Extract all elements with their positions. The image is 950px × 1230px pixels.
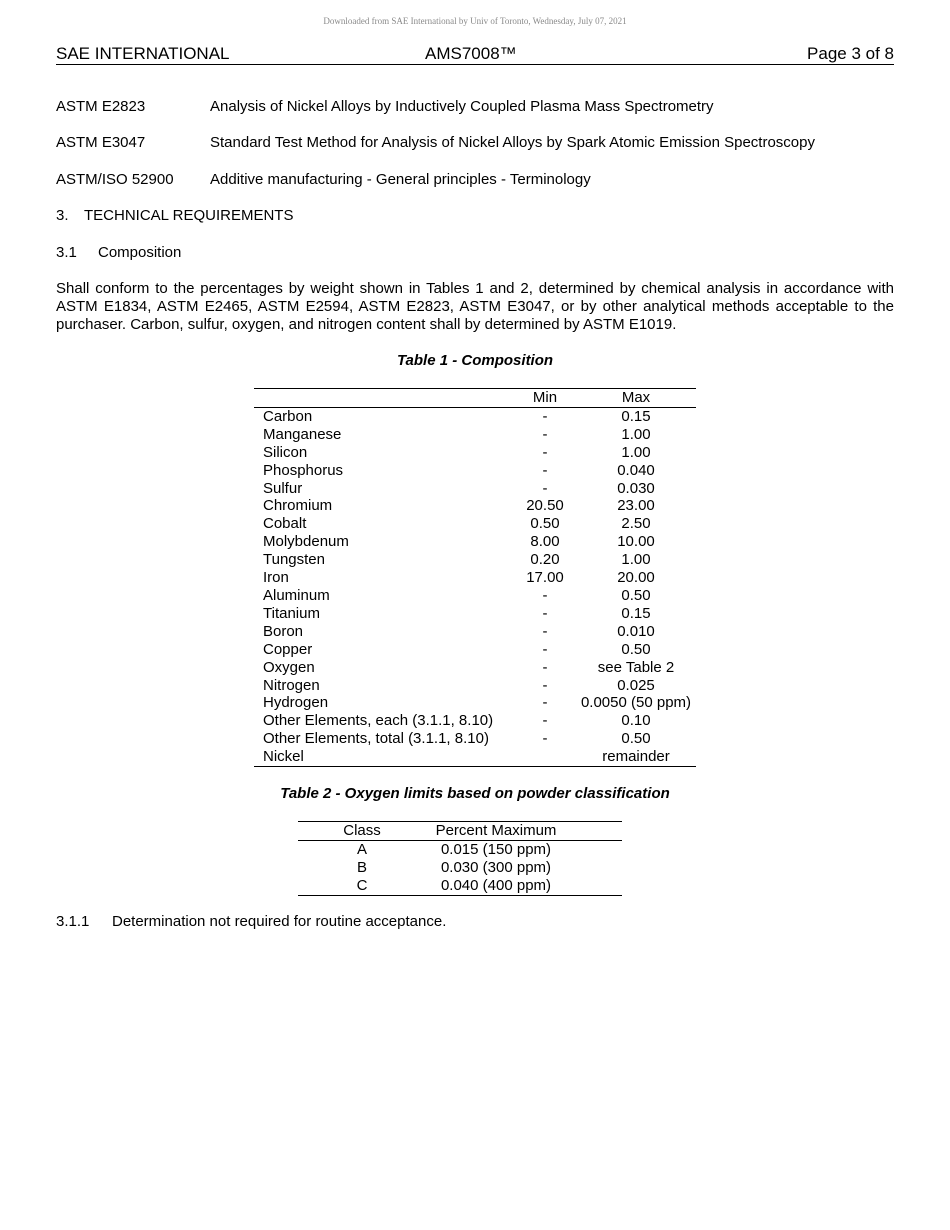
cell-element: Silicon: [263, 443, 308, 461]
cell-element: Aluminum: [263, 586, 330, 604]
table-row: [254, 426, 696, 444]
cell-max: 0.15: [621, 604, 651, 622]
header-max: Max: [576, 389, 696, 408]
cell-max: 0.025: [617, 676, 655, 694]
cell-element: Other Elements, total (3.1.1, 8.10): [263, 730, 489, 748]
cell-min: -: [542, 425, 548, 443]
document-number: AMS7008™: [425, 44, 517, 63]
section-title: TECHNICAL REQUIREMENTS: [84, 207, 294, 224]
table-row: [254, 659, 696, 677]
table-row: [254, 712, 696, 730]
cell-percent: 0.030 (300 ppm): [440, 858, 552, 876]
cell-max: 20.00: [617, 569, 655, 587]
cell-min: 17.00: [526, 569, 564, 587]
header-class: Class: [298, 822, 426, 841]
table-row: [254, 694, 696, 712]
table-row: [254, 587, 696, 605]
cell-max: 10.00: [617, 533, 655, 551]
cell-min: -: [542, 712, 548, 730]
cell-min: 0.50: [530, 515, 560, 533]
table2-caption: Table 2 - Oxygen limits based on powder classification: [280, 785, 670, 802]
cell-max: 0.10: [621, 712, 651, 730]
cell-min: -: [542, 407, 548, 425]
cell-max: 0.010: [617, 622, 655, 640]
cell-max: 0.50: [621, 730, 651, 748]
cell-min: -: [542, 461, 548, 479]
table-row: [254, 730, 696, 748]
cell-element: Oxygen: [263, 658, 315, 676]
cell-element: Nitrogen: [263, 676, 320, 694]
table-row: [254, 677, 696, 695]
section-text: Determination not required for routine acceptance.: [112, 913, 447, 930]
reference-code: ASTM E3047: [56, 134, 146, 151]
cell-element: Other Elements, each (3.1.1, 8.10): [263, 712, 494, 730]
reference-title: Analysis of Nickel Alloys by Inductively Coupled Plasma Mass Spectrometry: [210, 98, 714, 115]
cell-max: 1.00: [621, 551, 651, 569]
reference-code: ASTM/ISO 52900: [56, 171, 174, 188]
header-element: [254, 389, 514, 408]
cell-max: see Table 2: [597, 658, 675, 676]
cell-max: 23.00: [617, 497, 655, 515]
cell-max: 0.040: [617, 461, 655, 479]
table-row: [298, 840, 622, 858]
download-watermark: Downloaded from SAE International by Univ of Toronto, Wednesday, July 07, 2021: [323, 16, 627, 26]
table-row: [254, 605, 696, 623]
cell-min: [514, 748, 576, 766]
cell-element: Sulfur: [263, 479, 303, 497]
cell-max: 0.50: [621, 640, 651, 658]
composition-table: [254, 388, 696, 767]
reference-code: ASTM E2823: [56, 98, 146, 115]
cell-min: -: [542, 694, 548, 712]
cell-element: Boron: [263, 622, 304, 640]
cell-min: -: [542, 658, 548, 676]
cell-min: 0.20: [530, 551, 560, 569]
section-heading-3-1: [56, 244, 181, 262]
cell-min: -: [542, 604, 548, 622]
page-header: [56, 44, 894, 65]
table-row: [298, 859, 622, 877]
cell-element: Hydrogen: [263, 694, 329, 712]
table-row: [254, 533, 696, 551]
table-row: [254, 551, 696, 569]
section-heading-3: [56, 207, 293, 225]
page-number: Page 3 of 8: [807, 44, 894, 63]
cell-max: 1.00: [621, 425, 651, 443]
cell-max: 0.50: [621, 586, 651, 604]
header-min: Min: [514, 389, 576, 408]
cell-element: Iron: [263, 569, 289, 587]
cell-max: 0.15: [621, 407, 651, 425]
cell-min: -: [542, 586, 548, 604]
cell-min: -: [542, 730, 548, 748]
composition-paragraph: Shall conform to the percentages by weight shown in Tables 1 and 2, determined by chemical analysis in accordance with ASTM E1834, ASTM E2465, ASTM E2594, ASTM E2823, ASTM E3047, or by other analytical methods acceptable to the purchaser. Carbon, sulfur, oxygen, and nitrogen content shall by determined by ASTM E1019.: [56, 280, 894, 333]
cell-element: Molybdenum: [263, 533, 349, 551]
table-row: [254, 497, 696, 515]
cell-min: -: [542, 479, 548, 497]
table-row: [254, 462, 696, 480]
table-row: [254, 407, 696, 425]
cell-element: Chromium: [263, 497, 333, 515]
cell-element: Manganese: [263, 425, 342, 443]
table-row: [254, 623, 696, 641]
section-3-1-1: [56, 913, 446, 931]
section-number: 3.1: [56, 244, 77, 261]
reference-title: Standard Test Method for Analysis of Nickel Alloys by Spark Atomic Emission Spectroscopy: [210, 134, 815, 151]
cell-class: A: [356, 840, 367, 858]
table-row: [254, 748, 696, 766]
cell-min: -: [542, 443, 548, 461]
table-header-row: [298, 822, 622, 841]
cell-element: Cobalt: [263, 515, 307, 533]
cell-max: 2.50: [621, 515, 651, 533]
cell-min: -: [542, 676, 548, 694]
cell-element: Tungsten: [263, 551, 325, 569]
cell-min: 20.50: [526, 497, 564, 515]
cell-element: Titanium: [263, 604, 320, 622]
cell-max: 0.0050 (50 ppm): [580, 694, 692, 712]
cell-element: Carbon: [263, 407, 313, 425]
publisher-name: SAE INTERNATIONAL: [56, 44, 230, 63]
cell-max: 1.00: [621, 443, 651, 461]
cell-element: Phosphorus: [263, 461, 344, 479]
table-row: [254, 515, 696, 533]
cell-max: 0.030: [617, 479, 655, 497]
table-row: [254, 480, 696, 498]
cell-percent: 0.015 (150 ppm): [440, 840, 552, 858]
section-title: Composition: [98, 244, 182, 261]
cell-element: Nickel: [263, 748, 304, 766]
table-row: [298, 877, 622, 895]
cell-class: C: [356, 876, 368, 894]
cell-min: -: [542, 640, 548, 658]
table-row: [254, 569, 696, 587]
reference-title: Additive manufacturing - General principles - Terminology: [210, 171, 591, 188]
table-row: [254, 641, 696, 659]
oxygen-limits-table: [298, 821, 622, 896]
header-percent: Percent Maximum: [426, 822, 622, 841]
section-number: 3.: [56, 207, 69, 224]
cell-percent: 0.040 (400 ppm): [440, 876, 552, 894]
section-number: 3.1.1: [56, 913, 90, 930]
cell-class: B: [356, 858, 367, 876]
table1-caption: Table 1 - Composition: [396, 352, 554, 369]
cell-max: remainder: [602, 748, 670, 766]
cell-min: -: [542, 622, 548, 640]
table-row: [254, 444, 696, 462]
cell-min: 8.00: [530, 533, 560, 551]
table-header-row: [254, 389, 696, 408]
cell-element: Copper: [263, 640, 313, 658]
